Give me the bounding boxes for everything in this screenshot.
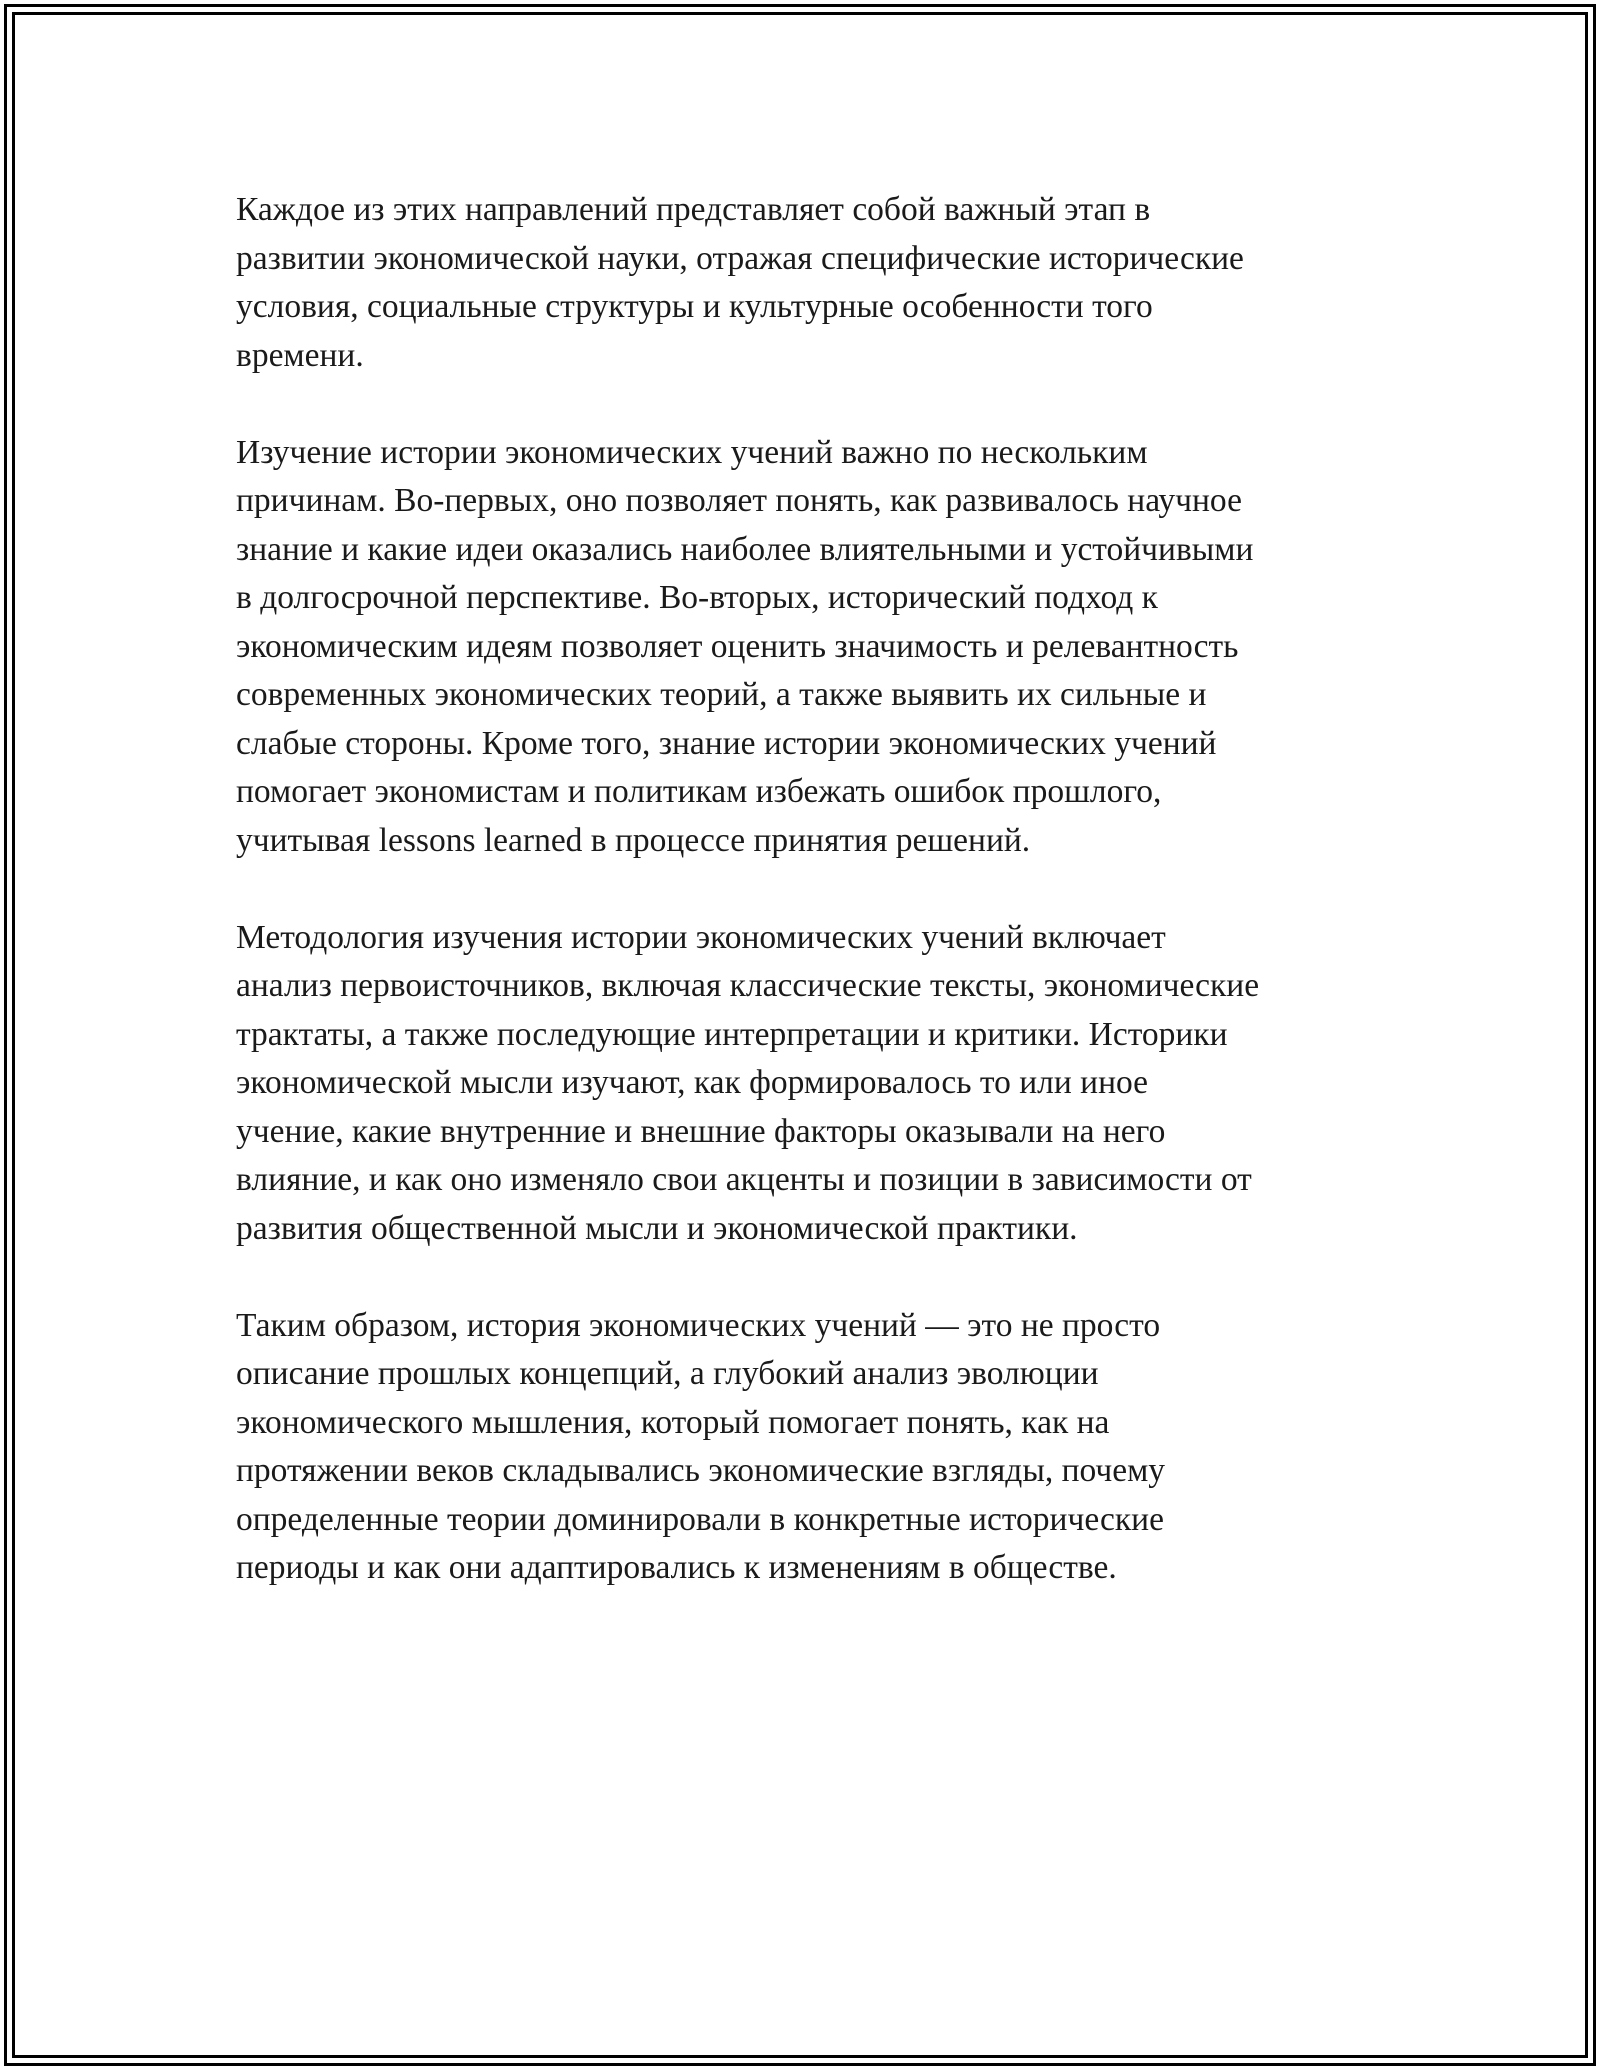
paragraph	[236, 429, 1396, 866]
text-line: времени.	[236, 336, 364, 374]
paragraph	[236, 1302, 1396, 1593]
text-line: учение, какие внутренние и внешние факторы оказывали на него	[236, 1112, 1166, 1150]
text-line: слабые стороны. Кроме того, знание истории экономических учений	[236, 724, 1217, 762]
text-line: Каждое из этих направлений представляет собой важный этап в	[236, 191, 1151, 228]
text-line: Изучение истории экономических учений важно по нескольким	[236, 433, 1148, 471]
text-line: современных экономических теорий, а также выявить их сильные и	[236, 676, 1207, 713]
text-line: условия, социальные структуры и культурные особенности того	[236, 288, 1153, 325]
text-line: помогает экономистам и политикам избежать ошибок прошлого,	[236, 773, 1162, 810]
text-line: описание прошлых концепций, а глубокий анализ эволюции	[236, 1355, 1099, 1392]
text-line: экономическим идеям позволяет оценить значимость и релевантность	[236, 627, 1239, 665]
text-line: влияние, и как оно изменяло свои акценты и позиции в зависимости от	[236, 1161, 1252, 1198]
text-line: учитывая lessons learned в процессе принятия решений.	[236, 821, 1031, 859]
text-line: экономической мысли изучают, как формировалось то или иное	[236, 1064, 1149, 1101]
text-line: Таким образом, история экономических учений — это не просто	[236, 1306, 1161, 1344]
text-line: трактаты, а также последующие интерпретации и критики. Историки	[236, 1015, 1228, 1053]
text-line: протяжении веков складывались экономические взгляды, почему	[236, 1452, 1166, 1489]
text-line: периоды и как они адаптировались к изменениям в обществе.	[236, 1549, 1117, 1586]
text-line: определенные теории доминировали в конкретные исторические	[236, 1500, 1164, 1538]
text-line: знание и какие идеи оказались наиболее влиятельными и устойчивыми	[236, 530, 1254, 568]
text-line: развития общественной мысли и экономической практики.	[236, 1209, 1078, 1247]
document-body	[236, 186, 1396, 1641]
text-line: анализ первоисточников, включая классические тексты, экономические	[236, 967, 1260, 1004]
text-line: Методология изучения истории экономических учений включает	[236, 918, 1166, 956]
text-line: причинам. Во-первых, оно позволяет понять, как развивалось научное	[236, 482, 1242, 519]
paragraph	[236, 186, 1396, 380]
text-line: развитии экономической науки, отражая специфические исторические	[236, 239, 1244, 277]
text-line: в долгосрочной перспективе. Во-вторых, исторический подход к	[236, 579, 1158, 616]
paragraph	[236, 914, 1396, 1254]
text-line: экономического мышления, который помогает понять, как на	[236, 1403, 1110, 1441]
